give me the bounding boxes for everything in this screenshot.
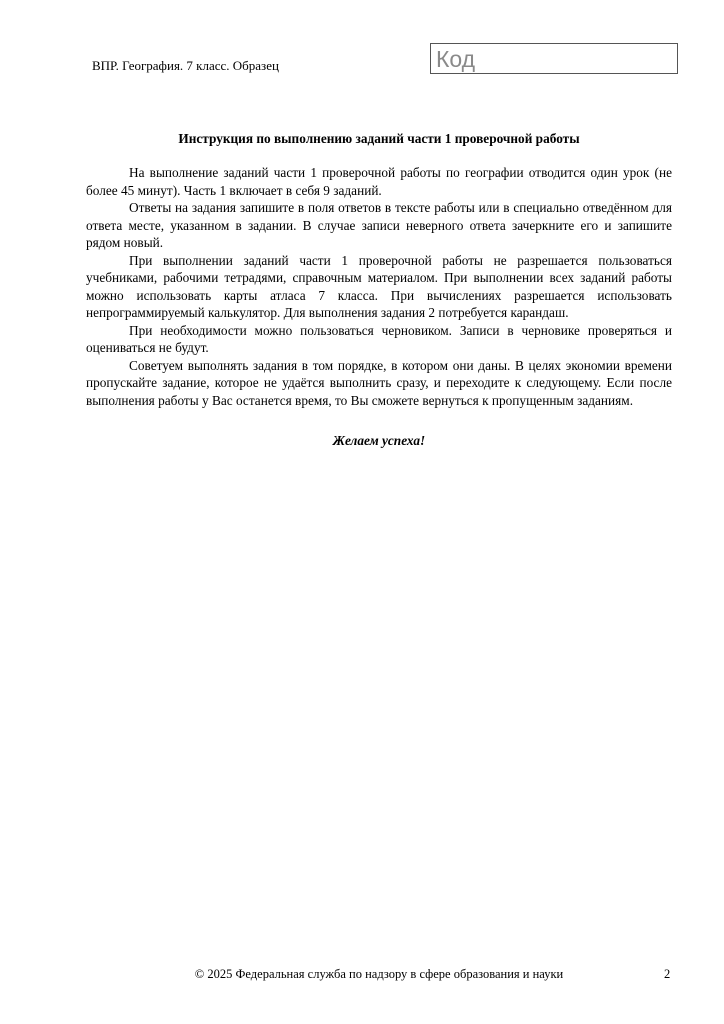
instruction-paragraph: Ответы на задания запишите в поля ответов в тексте работы или в специально отведённом для ответа месте, указанном в задании. В случае записи неверного ответа зачеркните его и запишите рядом новый.	[86, 200, 672, 250]
instruction-paragraph: При необходимости можно пользоваться черновиком. Записи в черновике проверяться и оцениваться не будут.	[86, 322, 672, 355]
code-field-label: Код	[436, 46, 476, 72]
page-number: 2	[664, 967, 671, 981]
code-field[interactable]	[430, 43, 678, 74]
instruction-paragraph: При выполнении заданий части 1 проверочной работы не разрешается пользоваться учебниками, рабочими тетрадями, справочным материалом. При выполнении всех заданий работы можно использовать карты атласа 7 класса. При вычислениях разрешается использовать непрограммируемый калькулятор. Для выполнения задания 2 потребуется карандаш.	[86, 252, 672, 320]
document-header-title: ВПР. География. 7 класс. Образец	[92, 58, 279, 73]
footer-copyright: © 2025 Федеральная служба по надзору в сфере образования и науки	[194, 967, 564, 981]
instruction-body	[86, 164, 672, 409]
instruction-title: Инструкция по выполнению заданий части 1 проверочной работы	[178, 131, 580, 146]
good-luck-wish: Желаем успеха!	[332, 433, 426, 448]
instruction-paragraph: На выполнение заданий части 1 проверочной работы по географии отводится один урок (не более 45 минут). Часть 1 включает в себя 9 заданий.	[86, 165, 672, 198]
instruction-paragraph: Советуем выполнять задания в том порядке, в котором они даны. В целях экономии времени пропускайте задание, которое не удаётся выполнить сразу, и переходите к следующему. Если после выполнения работы у Вас останется время, то Вы сможете вернуться к пропущенным заданиям.	[86, 357, 672, 408]
